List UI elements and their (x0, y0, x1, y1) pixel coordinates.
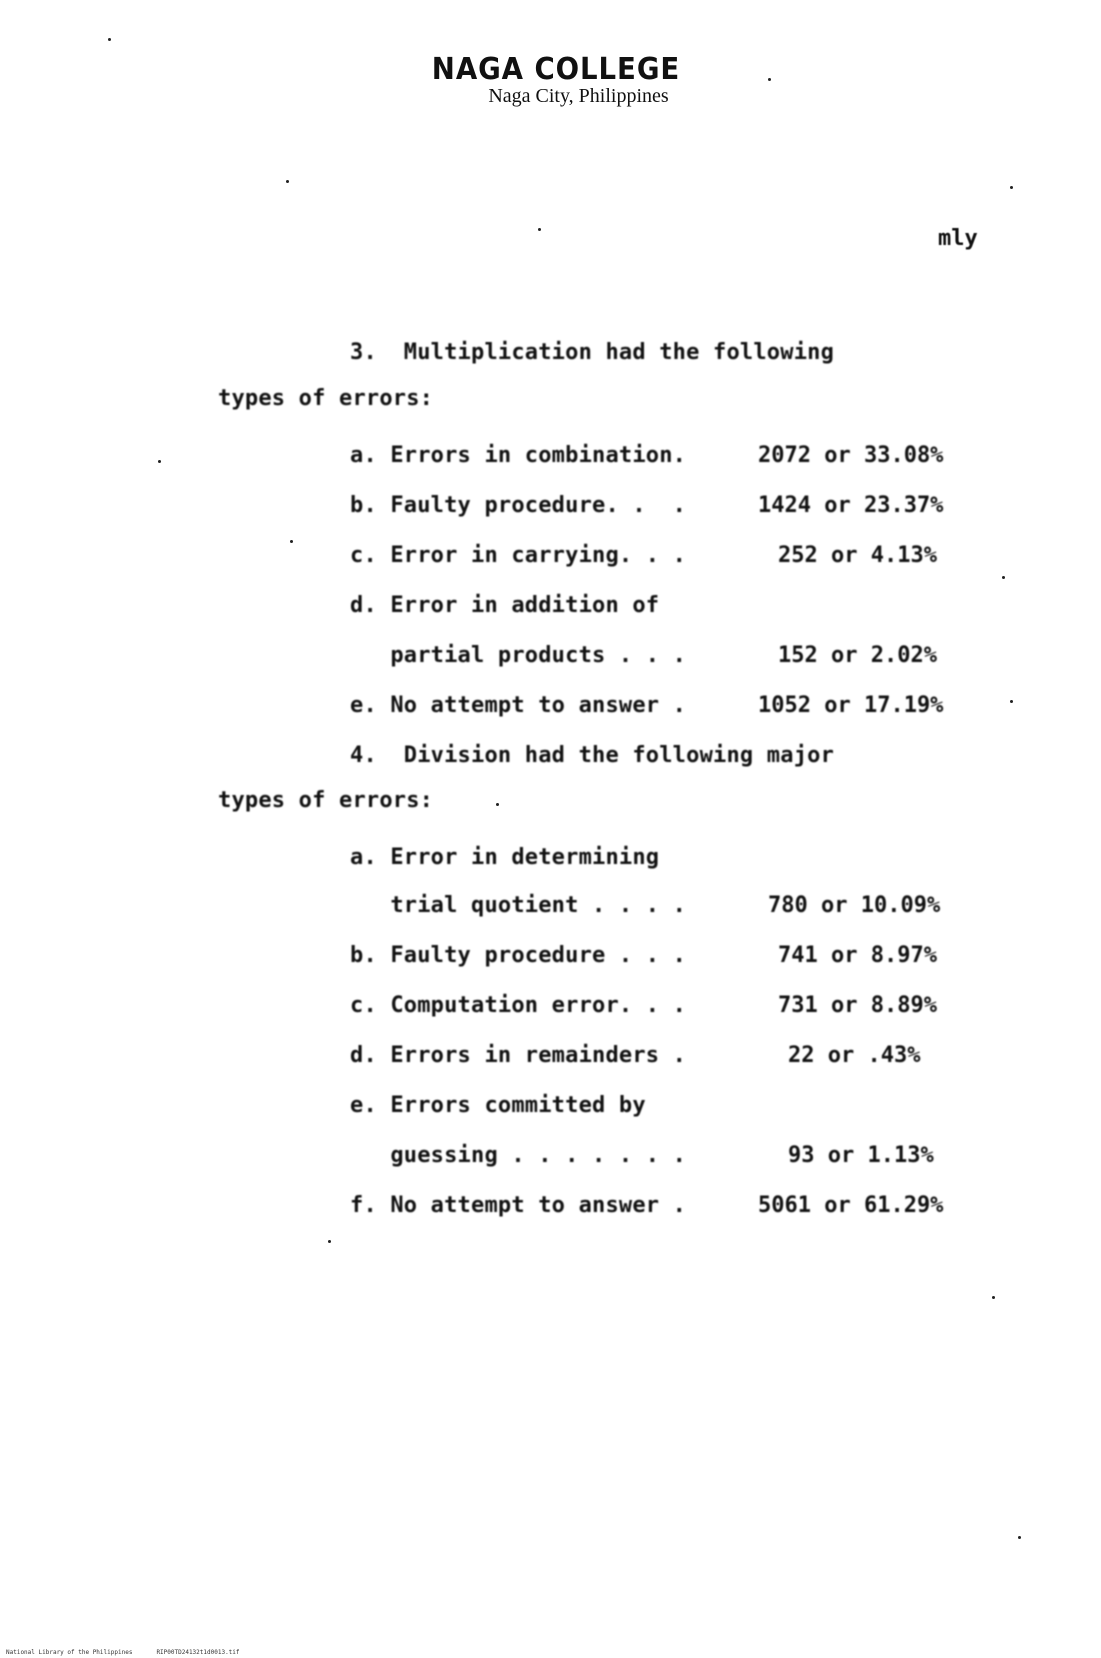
item-stat: 1052 or 17.19% (758, 693, 944, 718)
multiplication-heading-cont: types of errors: (218, 386, 434, 411)
list-item: b. Faulty procedure . . . (350, 943, 687, 968)
footer-library: National Library of the Philippines (6, 1649, 133, 1656)
list-item: b. Faulty procedure. . . (350, 493, 687, 518)
item-stat: 93 or 1.13% (788, 1143, 934, 1168)
list-item: a. Errors in combination. (350, 443, 687, 468)
scan-speck (158, 460, 161, 463)
scan-speck (286, 180, 289, 183)
list-item: c. Error in carrying. . . (350, 543, 687, 568)
item-stat: 2072 or 33.08% (758, 443, 944, 468)
footer-file: RIP00TD24132t1d0013.tif (156, 1649, 240, 1656)
list-item: f. No attempt to answer . (350, 1193, 687, 1218)
item-stat: 780 or 10.09% (768, 893, 941, 918)
scan-speck (1010, 186, 1013, 189)
page-mark: mly (938, 226, 978, 251)
item-stat: 252 or 4.13% (778, 543, 937, 568)
list-item: a. Error in determining (350, 845, 660, 870)
list-item: d. Error in addition of (350, 593, 660, 618)
scan-speck (1018, 1536, 1021, 1539)
scan-speck (768, 78, 771, 81)
scan-speck (1010, 700, 1013, 703)
letterhead (0, 52, 1101, 108)
list-item: e. No attempt to answer . (350, 693, 687, 718)
scan-speck (1002, 576, 1005, 579)
scan-speck (108, 38, 111, 41)
list-item: d. Errors in remainders . (350, 1043, 687, 1068)
scan-speck (538, 228, 541, 231)
division-heading: 4. Division had the following major (350, 743, 835, 768)
item-stat: 22 or .43% (788, 1043, 921, 1068)
item-stat: 731 or 8.89% (778, 993, 937, 1018)
scan-speck (992, 1296, 995, 1299)
college-city: Naga City, Philippines (488, 85, 669, 107)
scan-speck (496, 803, 499, 806)
multiplication-heading: 3. Multiplication had the following (350, 340, 835, 365)
list-item: guessing . . . . . . . (350, 1143, 687, 1168)
list-item: e. Errors committed by (350, 1093, 646, 1118)
scan-footer (6, 1649, 240, 1656)
item-stat: 741 or 8.97% (778, 943, 937, 968)
item-stat: 5061 or 61.29% (758, 1193, 944, 1218)
item-stat: 1424 or 23.37% (758, 493, 944, 518)
list-item: trial quotient . . . . (350, 893, 687, 918)
division-heading-cont: types of errors: (218, 788, 434, 813)
list-item: c. Computation error. . . (350, 993, 687, 1018)
scan-speck (328, 1240, 331, 1243)
item-stat: 152 or 2.02% (778, 643, 937, 668)
scan-speck (290, 540, 293, 543)
college-name: NAGA COLLEGE (431, 52, 680, 87)
list-item: partial products . . . (350, 643, 687, 668)
